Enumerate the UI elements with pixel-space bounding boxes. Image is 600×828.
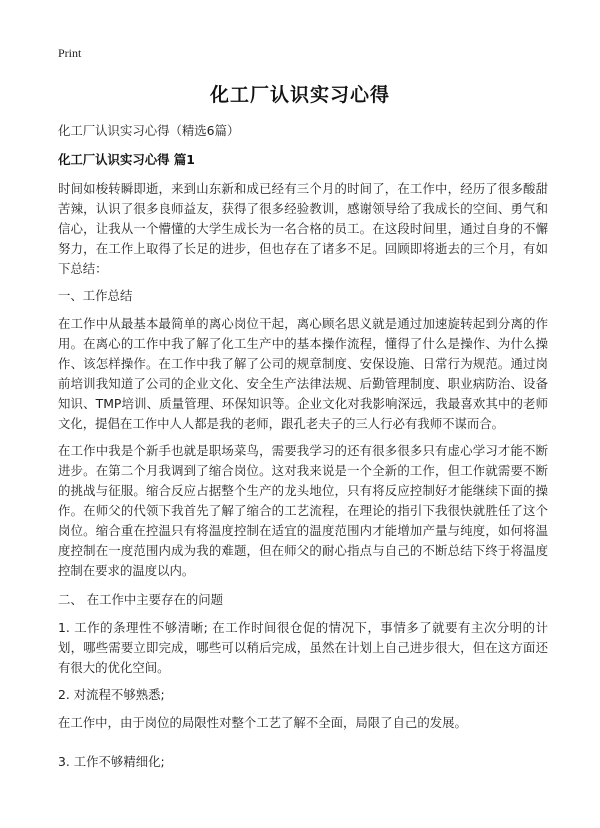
document-subtitle: 化工厂认识实习心得（精选6篇） (58, 123, 240, 138)
print-link[interactable]: Print (58, 46, 82, 60)
problem-item-2: 2. 对流程不够熟悉; (58, 687, 165, 702)
heading-problems: 二、 在工作中主要存在的问题 (58, 592, 224, 607)
paragraph-work-2: 在工作中我是个新手也就是职场菜鸟，需要我学习的还有很多很多只有虚心学习才能不断进步。在第二个月我调到了缩合岗位。这对我来说是一个全新的工作，但工作就需要不断的挑战与征服。缩合反应占据整个生产的龙头地位，只有将反应控制好才能继续下面的操作。在师父的代领下我首先了解了缩合的工艺流程，在理论的指引下我很快就胜任了这个岗位。缩合重在控温只有将温度控制在适宜的温度范围内才能增加产量与纯度，如何将温度控制在一度范围内成为我的难题，但在师父的耐心指点与自己的不断总结下终于将温度控制在要求的温度以内。 (58, 443, 548, 578)
problem-item-3: 3. 工作不够精细化; (58, 754, 165, 769)
paragraph-item-2: 在工作中，由于岗位的局限性对整个工艺了解不全面，局限了自己的发展。 (58, 715, 467, 730)
paragraph-intro: 时间如梭转瞬即逝，来到山东新和成已经有三个月的时间了，在工作中，经历了很多酸甜苦辣，认识了很多良师益友，获得了很多经验教训，感谢领导给了我成长的空间、勇气和信心，让我从一个懵懂的大学生成长为一名合格的员工。在这段时间里，通过自身的不懈努力，在工作上取得了长足的进步，但也存在了诸多不足。回顾即将逝去的三个月，有如下总结： (58, 181, 548, 276)
paragraph-work-1: 在工作中从最基本最简单的离心岗位干起，离心顾名思义就是通过加速旋转起到分离的作用。在离心的工作中我了解了化工生产中的基本操作流程，懂得了什么是操作、为什么操作、该怎样操作。在工作中我了解了公司的规章制度、安保设施、日常行为规范。通过岗前培训我知道了公司的企业文化、安全生产法律法规、后勤管理制度、职业病防治、设备知识、TMP培训、质量管理、环保知识等。企业文化对我影响深远，我最喜欢其中的老师文化，提倡在工作中人人都是我的老师，跟孔老夫子的三人行必有我师不谋而合。 (58, 316, 548, 431)
document-title: 化工厂认识实习心得 (209, 84, 390, 106)
problem-item-1: 1. 工作的条理性不够清晰; 在工作时间很仓促的情况下，事情多了就要有主次分明的计划，哪些需要立即完成，哪些可以稍后完成，虽然在计划上自己进步很大，但在这方面还有很大的优化空间。 (58, 620, 548, 675)
heading-work-summary: 一、工作总结 (58, 288, 133, 303)
section-title: 化工厂认识实习心得 篇1 (58, 152, 195, 167)
